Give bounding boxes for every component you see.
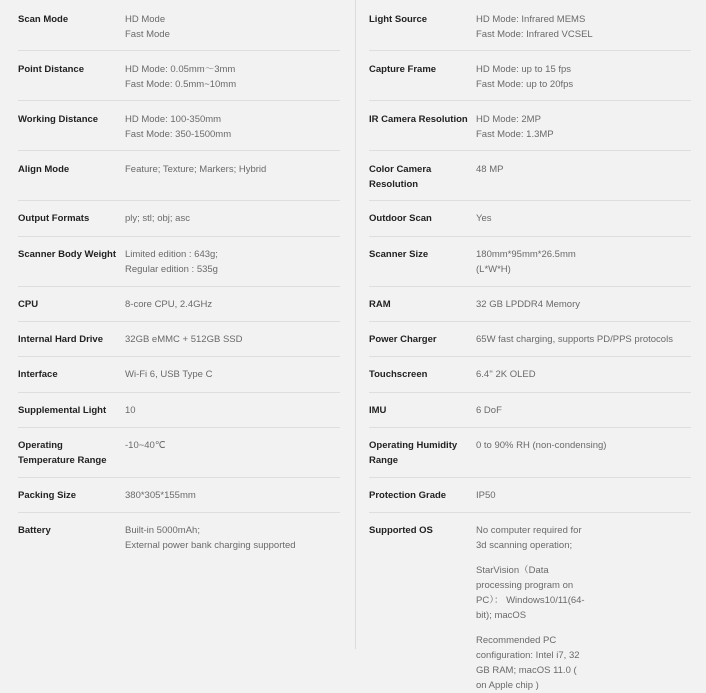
spec-row-light-source (369, 12, 691, 51)
spec-value-line: HD Mode: 100-350mm (125, 114, 222, 125)
spec-value (476, 297, 691, 312)
spec-label: Point Distance (18, 64, 84, 75)
row-divider (18, 512, 340, 513)
row-divider (18, 286, 340, 287)
row-divider (369, 477, 691, 478)
spec-row-body-weight (18, 247, 340, 287)
spec-row-operating-temperature (18, 438, 340, 478)
spec-value (476, 12, 691, 42)
spec-value-line: HD Mode: 2MP (476, 114, 541, 125)
spec-label: Internal Hard Drive (18, 334, 103, 345)
spec-value (125, 247, 340, 277)
spec-value-line: HD Mode: 0.05mm～3mm (125, 64, 236, 75)
spec-value (476, 332, 691, 347)
row-divider (369, 356, 691, 357)
spec-value-line: ply; stl; obj; asc (125, 213, 190, 224)
spec-row-point-distance (18, 62, 340, 101)
spec-value-line: 6.4'' 2K OLED (476, 369, 536, 380)
spec-value-line: Regular edition : 535g (125, 264, 218, 275)
spec-label: Light Source (369, 14, 428, 25)
spec-value-line: 380*305*155mm (125, 490, 196, 501)
spec-value (476, 112, 691, 142)
spec-row-protection-grade (369, 488, 691, 513)
spec-label: CPU (18, 299, 39, 310)
row-divider (18, 50, 340, 51)
row-divider (18, 100, 340, 101)
row-divider (18, 200, 340, 201)
row-divider (369, 512, 691, 513)
spec-row-scan-mode (18, 12, 340, 51)
spec-value-line: Fast Mode: 0.5mm~10mm (125, 79, 237, 90)
spec-value-paragraph: No computer required for 3d scanning operation; (476, 525, 582, 551)
spec-row-operating-humidity (369, 438, 691, 478)
spec-label: Supplemental Light (18, 405, 107, 416)
spec-value (125, 523, 340, 553)
row-divider (18, 321, 340, 322)
spec-value-line: Fast Mode: 1.3MP (476, 129, 554, 140)
spec-row-output-formats (18, 211, 340, 237)
row-divider (369, 50, 691, 51)
row-divider (369, 100, 691, 101)
spec-row-capture-frame (369, 62, 691, 101)
spec-value (125, 297, 340, 312)
spec-value-line: Limited edition : 643g; (125, 249, 218, 260)
spec-value-line: Fast Mode: Infrared VCSEL (476, 29, 593, 40)
spec-value (476, 438, 691, 453)
spec-row-internal-hard-drive (18, 332, 340, 357)
spec-label: Working Distance (18, 114, 99, 125)
spec-value-line: 32 GB LPDDR4 Memory (476, 299, 581, 310)
spec-row-scanner-size (369, 247, 691, 287)
spec-value-line: 65W fast charging, supports PD/PPS protocols (476, 334, 673, 345)
spec-value (125, 62, 340, 92)
spec-label: Battery (18, 525, 51, 536)
row-divider (369, 321, 691, 322)
spec-value-line: 0 to 90% RH (non-condensing) (476, 440, 607, 451)
spec-row-packing-size (18, 488, 340, 513)
spec-value-line: Fast Mode (125, 29, 170, 40)
spec-label: IR Camera Resolution (369, 114, 468, 125)
spec-label: Touchscreen (369, 369, 428, 380)
row-divider (18, 427, 340, 428)
spec-value (125, 438, 340, 453)
spec-value (125, 12, 340, 42)
spec-label: Scan Mode (18, 14, 69, 25)
spec-value-line: IP50 (476, 490, 496, 501)
spec-value (125, 162, 340, 177)
spec-value (125, 488, 340, 503)
spec-value-line: 32GB eMMC + 512GB SSD (125, 334, 243, 345)
spec-row-power-charger (369, 332, 691, 357)
spec-value (476, 62, 691, 92)
spec-value-paragraph: Recommended PC configuration: Intel i7, 32 GB RAM; macOS 11.0 ( on Apple chip ) (476, 635, 580, 691)
spec-value (125, 332, 340, 347)
spec-label: Outdoor Scan (369, 213, 432, 224)
spec-value (476, 523, 586, 693)
spec-value-line: 8-core CPU, 2.4GHz (125, 299, 213, 310)
spec-label: Capture Frame (369, 64, 437, 75)
spec-row-working-distance (18, 112, 340, 151)
spec-value-line: -10~40℃ (125, 440, 166, 451)
spec-value-line: Built-in 5000mAh; (125, 525, 200, 536)
spec-value-line: Feature; Texture; Markers; Hybrid (125, 164, 267, 175)
row-divider (18, 392, 340, 393)
spec-label: Color Camera Resolution (369, 164, 432, 190)
spec-value-line: 10 (125, 405, 136, 416)
spec-value-line: HD Mode: Infrared MEMS (476, 14, 586, 25)
spec-label: Operating Temperature Range (18, 440, 107, 466)
spec-row-imu (369, 403, 691, 428)
row-divider (18, 150, 340, 151)
spec-label: Protection Grade (369, 490, 447, 501)
spec-row-cpu (18, 297, 340, 322)
spec-label: Scanner Size (369, 249, 429, 260)
spec-label: Scanner Body Weight (18, 249, 117, 260)
spec-value-paragraph: StarVision（Data processing program on PC）： Windows10/11(64-bit); macOS (476, 565, 585, 621)
spec-value (476, 488, 691, 503)
spec-value-line: (L*W*H) (476, 264, 511, 275)
spec-value-line: 48 MP (476, 164, 504, 175)
spec-value-line: Yes (476, 213, 492, 224)
spec-label: Packing Size (18, 490, 77, 501)
spec-value-line: 6 DoF (476, 405, 502, 416)
spec-label: Operating Humidity Range (369, 440, 458, 466)
row-divider (18, 356, 340, 357)
spec-row-ram (369, 297, 691, 322)
spec-value-line: Fast Mode: 350-1500mm (125, 129, 232, 140)
spec-value-line: External power bank charging supported (125, 540, 296, 551)
row-divider (369, 427, 691, 428)
spec-value (476, 403, 691, 418)
spec-label: Power Charger (369, 334, 437, 345)
spec-row-battery (18, 523, 340, 563)
spec-value (476, 211, 691, 226)
spec-label: Interface (18, 369, 58, 380)
spec-row-color-camera-resolution (369, 162, 691, 201)
row-divider (18, 236, 340, 237)
column-divider (355, 0, 356, 649)
row-divider (369, 200, 691, 201)
spec-row-supplemental-light (18, 403, 340, 428)
spec-label: Align Mode (18, 164, 70, 175)
spec-label: IMU (369, 405, 387, 416)
spec-value-line: HD Mode (125, 14, 166, 25)
spec-value (476, 367, 691, 382)
spec-value-line: 180mm*95mm*26.5mm (476, 249, 576, 260)
row-divider (369, 236, 691, 237)
spec-value (125, 211, 340, 226)
spec-row-supported-os (369, 523, 691, 691)
spec-row-outdoor-scan (369, 211, 691, 237)
row-divider (369, 286, 691, 287)
spec-value (476, 247, 691, 277)
spec-row-ir-camera-resolution (369, 112, 691, 151)
spec-value-line: Wi-Fi 6, USB Type C (125, 369, 213, 380)
spec-row-align-mode (18, 162, 340, 201)
spec-value (476, 162, 691, 177)
spec-label: RAM (369, 299, 391, 310)
spec-label: Output Formats (18, 213, 90, 224)
spec-value (125, 367, 340, 382)
spec-row-interface (18, 367, 340, 393)
row-divider (369, 392, 691, 393)
spec-value (125, 403, 340, 418)
spec-value-line: HD Mode: up to 15 fps (476, 64, 572, 75)
spec-row-touchscreen (369, 367, 691, 393)
row-divider (18, 477, 340, 478)
spec-label: Supported OS (369, 525, 433, 536)
row-divider (369, 150, 691, 151)
spec-value (125, 112, 340, 142)
spec-value-line: Fast Mode: up to 20fps (476, 79, 574, 90)
